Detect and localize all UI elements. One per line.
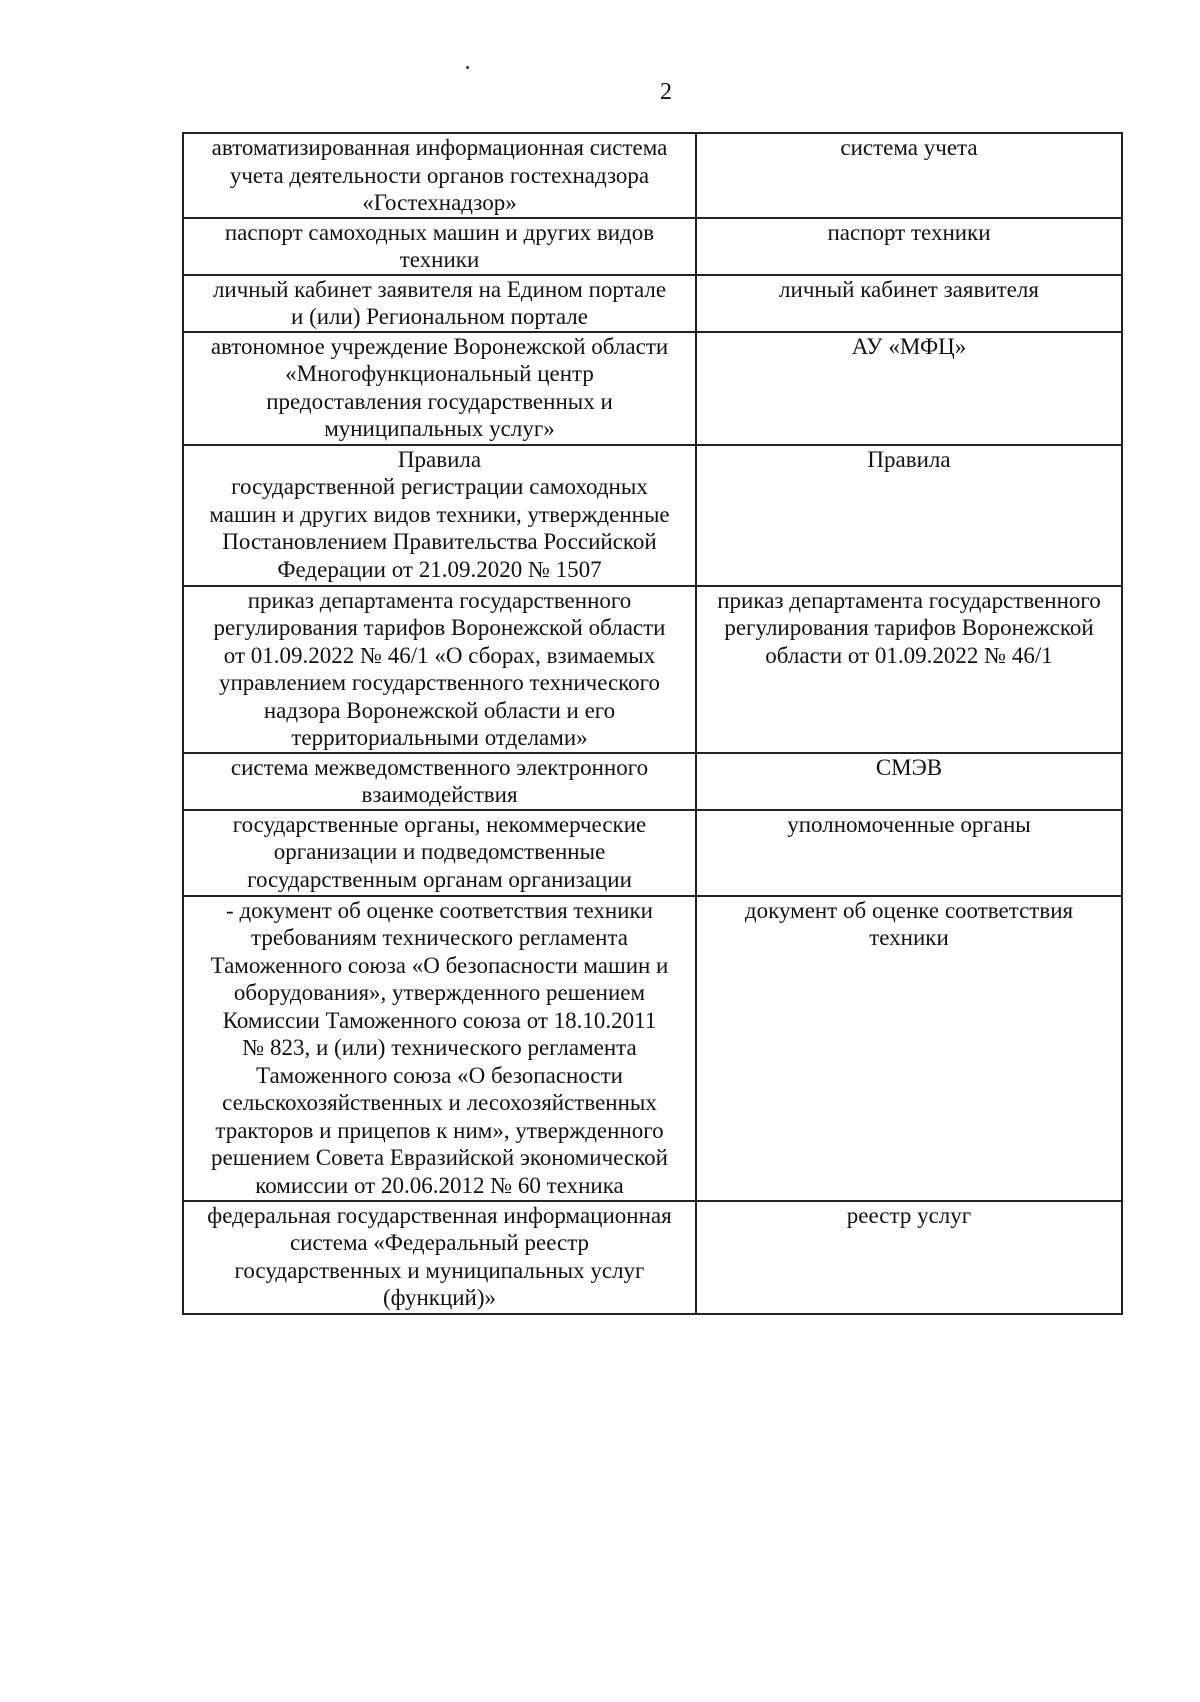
page-number: 2: [660, 79, 672, 105]
abbreviation-text: СМЭВ: [875, 754, 943, 780]
table-row: [183, 275, 1122, 332]
table-row: [183, 133, 1122, 218]
term-text: паспорт самоходных машин и других видов техники: [224, 219, 655, 272]
abbreviation-text: паспорт техники: [827, 219, 991, 245]
term-cell: [183, 1201, 696, 1314]
abbreviation-cell: [696, 1201, 1122, 1314]
term-cell: [183, 133, 696, 218]
term-cell: [183, 896, 696, 1201]
term-cell: [183, 275, 696, 332]
term-text: Правила государственной регистрации самоходных машин и других видов техники, утвержденные Постановлением Правительства Российской Федерации от 21.09.2020 № 1507: [209, 446, 670, 582]
term-cell: [183, 218, 696, 275]
abbreviation-cell: [696, 275, 1122, 332]
abbreviation-cell: [696, 586, 1122, 753]
term-text: система межведомственного электронного взаимодействия: [230, 754, 649, 807]
definitions-table: [182, 132, 1123, 1315]
term-text: автоматизированная информационная система учета деятельности органов гостехнадзора «Гостехнадзор»: [211, 135, 668, 215]
table-row: [183, 1201, 1122, 1314]
abbreviation-text: реестр услуг: [846, 1202, 972, 1228]
term-cell: [183, 586, 696, 753]
abbreviation-text: АУ «МФЦ»: [851, 333, 967, 359]
abbreviation-text: документ об оценке соответствия техники: [744, 897, 1074, 950]
abbreviation-cell: [696, 810, 1122, 896]
abbreviation-cell: [696, 445, 1122, 586]
abbreviation-text: приказ департамента государственного регулирования тарифов Воронежской области от 01.09.2022 № 46/1: [717, 587, 1101, 668]
table-row: [183, 332, 1122, 445]
table-row: [183, 445, 1122, 586]
abbreviation-cell: [696, 218, 1122, 275]
term-cell: [183, 810, 696, 896]
term-text: личный кабинет заявителя на Едином портале и (или) Региональном портале: [212, 276, 667, 329]
term-text: федеральная государственная информационная система «Федеральный реестр государственных и муниципальных услуг (функций)»: [207, 1202, 672, 1310]
term-text: - документ об оценке соответствия техники требованиям технического регламента Таможенного союза «О безопасности машин и оборудования», утвержденного решением Комиссии Таможенного союза от 18.10.2011 № 823, и (или) технического регламента Таможенного союза «О безопасности сельскохозяйственных и лесохозяйственных тракторов и прицепов к ним», утвержденного решением Совета Евразийской экономической комиссии от 20.06.2012 № 60 техника: [210, 897, 669, 1198]
definitions-table-body: [183, 133, 1122, 1314]
abbreviation-cell: [696, 753, 1122, 810]
table-row: [183, 896, 1122, 1201]
abbreviation-text: система учета: [840, 135, 978, 160]
table-row: [183, 753, 1122, 810]
abbreviation-text: личный кабинет заявителя: [779, 276, 1039, 302]
term-text: автономное учреждение Воронежской области «Многофункциональный центр предоставления государственных и муниципальных услуг»: [210, 333, 669, 441]
table-row: [183, 810, 1122, 896]
abbreviation-cell: [696, 896, 1122, 1201]
term-text: государственные органы, некоммерческие организации и подведомственные государственным органам организации: [232, 811, 647, 892]
term-text: приказ департамента государственного регулирования тарифов Воронежской области от 01.09.2022 № 46/1 «О сборах, взимаемых управлением государственного технического надзора Воронежской области и его территориальными отделами»: [213, 587, 666, 750]
abbreviation-text: уполномоченные органы: [787, 811, 1031, 837]
table-row: [183, 218, 1122, 275]
abbreviation-cell: [696, 332, 1122, 445]
term-cell: [183, 445, 696, 586]
term-cell: [183, 332, 696, 445]
table-row: [183, 586, 1122, 753]
term-cell: [183, 753, 696, 810]
scan-dot: [466, 66, 469, 69]
abbreviation-cell: [696, 133, 1122, 218]
abbreviation-text: Правила: [867, 446, 951, 472]
